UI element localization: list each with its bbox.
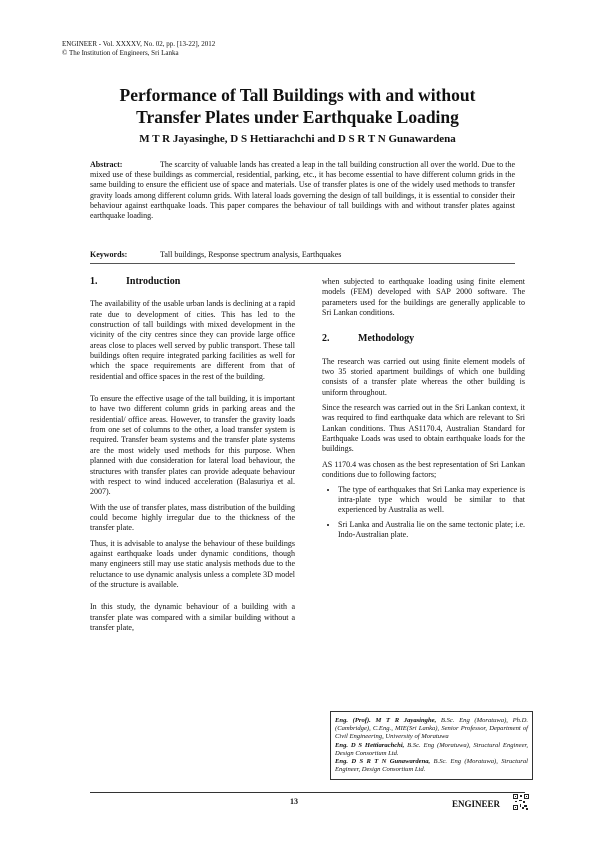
paper-title (40, 84, 555, 128)
abstract-label: Abstract: (90, 160, 123, 169)
author-bio (335, 717, 528, 742)
section-number: 2. (322, 333, 330, 345)
title-line-1: Performance of Tall Buildings with and without (119, 85, 476, 105)
author-details: B.Sc. Eng (Moratuwa), Structural Engineer, Design Consortium Ltd. (335, 741, 529, 757)
title-line-2: Transfer Plates under Earthquake Loading (136, 107, 459, 127)
paragraph: when subjected to earthquake loading using finite element models (FEM) developed with SAP 2000 software. The parameters used for the buildings are generally applicable to Sri Lankan conditions. (322, 277, 525, 318)
author-name: Eng. (Prof). M T R Jayasinghe, (335, 717, 437, 724)
left-column (90, 277, 295, 633)
section-heading-methodology (322, 334, 525, 344)
author-name: Eng. D S R T N Gunawardena, (335, 758, 431, 766)
bullet-list (322, 485, 525, 541)
journal-citation: ENGINEER - Vol. XXXXV, No. 02, pp. [13-22], 2012 (62, 40, 216, 48)
author-bio (335, 742, 528, 758)
page-number: 13 (290, 797, 298, 806)
keywords-text: Tall buildings, Response spectrum analysis, Earthquakes (160, 250, 342, 259)
bullet-item: • Sri Lanka and Australia lie on the same tectonic plate; i.e. Indo-Australian plate. (338, 520, 525, 541)
keywords (90, 250, 341, 259)
abstract-text: The scarcity of valuable lands has created a leap in the tall building construction all over the world. Due to the mixed use of these buildings as commercial, residential, parking, etc., it has become essential to have different column grids in the same building to ensure the efficient use of space and materials. Use of transfer plates is one of the widely used methods to transfer gravity loads among different column grids. With lateral loads governing the design of tall buildings, it is essential to consider their behaviour against earthquake loads. This paper compares the behaviour of tall buildings with and without transfer plates against earthquake loading. (90, 160, 515, 221)
section-heading-introduction (90, 277, 295, 287)
header-divider (90, 263, 515, 264)
author-details: B.Sc. Eng (Moratuwa), Ph.D. (Cambridge), C.Eng., MIE(Sri Lanka), Senior Professor, Department of Civil Engineering, University of Moratuwa (335, 717, 529, 741)
section-title: Introduction (126, 276, 181, 287)
author-list: M T R Jayasinghe, D S Hettiarachchi and D S R T N Gunawardena (139, 133, 456, 145)
paragraph: With the use of transfer plates, mass distribution of the building could become highly irregular due to the thickness of the transfer plate. (90, 502, 295, 533)
abstract (90, 160, 515, 221)
section-number: 1. (90, 276, 98, 287)
author-bio (335, 758, 528, 774)
paragraph: Thus, it is advisable to analyse the behaviour of these buildings against earthquake loads under dynamic conditions, though many engineers still may use static analysis methods due to the reluctance to use dynamic analysis unless a complete 3D model of the structure is available. (90, 538, 295, 589)
copyright-line: © The Institution of Engineers, Sri Lanka (62, 49, 179, 57)
paragraph: In this study, the dynamic behaviour of a building with a transfer plate was compared with a similar building without a transfer plate, (90, 602, 295, 632)
qr-code-icon (513, 794, 529, 810)
right-column (322, 277, 525, 544)
paragraph: AS 1170.4 was chosen as the best representation of Sri Lankan conditions due to following factors; (322, 459, 525, 480)
author-name: Eng. D S Hettiarachchi, (335, 741, 405, 749)
paragraph: The availability of the usable urban lands is declining at a rapid rate due to development of cities. This has led to the construction of tall buildings with mixed development in the vicinity of the city centres since they can provide large office areas close to places well served by public transport. These tall buildings often require integrated parking facilities as well for which the space requirements are different from that of residential and office spaces in the rest of the building. (90, 299, 295, 381)
section-title: Methodology (358, 333, 415, 345)
footer-divider (90, 792, 525, 793)
bullet-item: • The type of earthquakes that Sri Lanka may experience is intra-plate type which would be similar to that experienced by Australia as well. (338, 485, 525, 516)
author-biography-box (330, 711, 533, 780)
paragraph: The research was carried out using finite element models of two 35 storied apartment buildings of which one building consists of a transfer plate whereas the other building is uniform throughout. (322, 356, 525, 397)
paragraph: To ensure the effective usage of the tall building, it is important to have two different column grids in parking areas and the residential/ office areas. However, to transfer the gravity loads from one set of columns to the other, a load transfer system is required. Transfer beam systems and the transfer plate systems are the most widely used methods for this purpose. When planned with due consideration for lateral load behaviour, the structures with transfer plates can provide adequate behaviour with respect to wind induced acceleration (Balasuriya et al. 2007). (90, 394, 295, 497)
journal-header (62, 40, 215, 58)
paragraph: Since the research was carried out in the Sri Lankan context, it was required to find earthquake data which are relevant to Sri Lankan conditions. Thus AS1170.4, Australian Standard for Earthquake Loads was used to obtain earthquake loads for the buildings. (322, 403, 525, 454)
journal-name: ENGINEER (452, 799, 501, 809)
author-details: B.Sc. Eng (Moratuwa), Structural Engineer, Design Consortium Ltd. (335, 758, 528, 774)
keywords-label: Keywords: (90, 250, 128, 259)
